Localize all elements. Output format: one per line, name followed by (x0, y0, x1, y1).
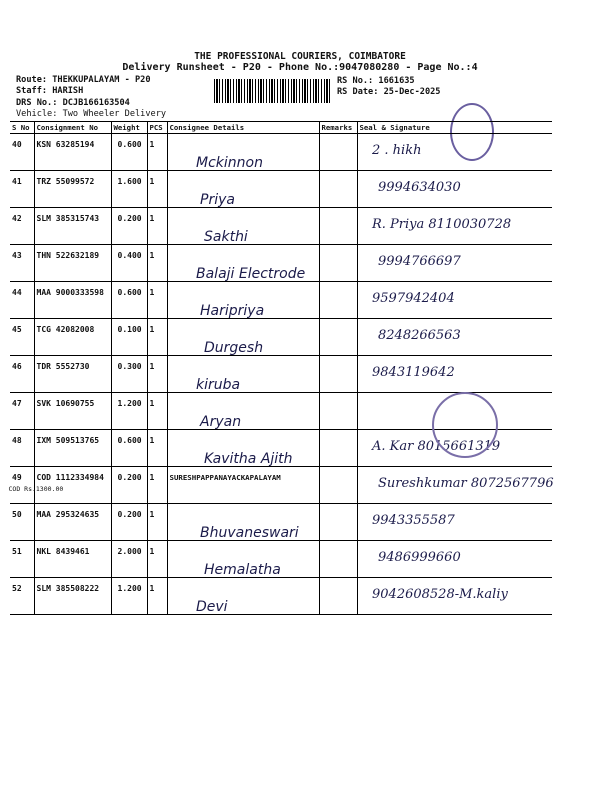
table-row (10, 134, 552, 171)
pcs-cell: 1 (147, 393, 167, 430)
remarks-cell (319, 356, 357, 393)
remarks-cell (319, 578, 357, 615)
col-consignment: Consignment No (34, 122, 111, 134)
handwritten-consignee: Bhuvaneswari (200, 525, 299, 541)
route-label: Route: THEKKUPALAYAM - P20 (16, 75, 151, 85)
remarks-cell (319, 171, 357, 208)
remarks-cell (319, 393, 357, 430)
consignment-cell: MAA 9000333598 (34, 282, 111, 319)
weight-cell: 1.200 (111, 393, 147, 430)
consignee-cell (167, 171, 319, 208)
consignee-cell: SURESHPAPPANAYACKAPALAYAM (167, 467, 319, 504)
pcs-cell: 1 (147, 356, 167, 393)
rs-number: RS No.: 1661635 (337, 76, 415, 86)
remarks-cell (319, 430, 357, 467)
handwritten-consignee: Aryan (200, 414, 242, 430)
handwritten-signature: 9994766697 (378, 254, 461, 269)
cod-amount: COD Rs.1300.00 (8, 485, 64, 493)
col-consignee: Consignee Details (167, 122, 319, 134)
weight-cell: 0.200 (111, 208, 147, 245)
staff-label: Staff: HARISH (16, 86, 84, 96)
table-row (10, 541, 552, 578)
sno-cell: 52 (10, 578, 34, 615)
rs-date: RS Date: 25-Dec-2025 (337, 87, 441, 97)
sno-cell: 48 (10, 430, 34, 467)
handwritten-signature: 9943355587 (372, 513, 455, 528)
handwritten-consignee: Mckinnon (196, 155, 263, 171)
consignment-cell: THN 522632189 (34, 245, 111, 282)
pcs-cell: 1 (147, 319, 167, 356)
handwritten-signature: 9042608528-M.kaliy (372, 587, 508, 602)
consignment-cell: KSN 63285194 (34, 134, 111, 171)
handwritten-signature: A. Kar 8015661319 (372, 439, 501, 454)
pcs-cell: 1 (147, 282, 167, 319)
drs-number: DRS No.: DCJB166163504 (16, 98, 130, 108)
pcs-cell: 1 (147, 504, 167, 541)
consignment-cell: SVK 10690755 (34, 393, 111, 430)
consignee-cell (167, 393, 319, 430)
pcs-cell: 1 (147, 430, 167, 467)
sno-cell: 44 (10, 282, 34, 319)
remarks-cell (319, 541, 357, 578)
pcs-cell: 1 (147, 171, 167, 208)
vehicle-label: Vehicle: Two Wheeler Delivery (16, 109, 167, 119)
runsheet-subtitle: Delivery Runsheet - P20 - Phone No.:9047080280 - Page No.:4 (122, 62, 478, 73)
col-remarks: Remarks (319, 122, 357, 134)
consignment-cell: TCG 42082008 (34, 319, 111, 356)
pcs-cell: 1 (147, 245, 167, 282)
sno-cell: 47 (10, 393, 34, 430)
remarks-cell (319, 282, 357, 319)
handwritten-consignee: Haripriya (200, 303, 265, 319)
table-row (10, 282, 552, 319)
weight-cell: 0.600 (111, 134, 147, 171)
pcs-cell: 1 (147, 134, 167, 171)
table-row (10, 356, 552, 393)
handwritten-signature: 9994634030 (378, 180, 461, 195)
handwritten-consignee: Balaji Electrode (196, 266, 306, 282)
consignment-cell: TRZ 55099572 (34, 171, 111, 208)
sno-cell: 43 (10, 245, 34, 282)
consignment-cell: IXM 509513765 (34, 430, 111, 467)
consignment-cell: COD 1112334984 COD Rs.1300.00 (34, 467, 111, 504)
weight-cell: 0.600 (111, 430, 147, 467)
col-seal: Seal & Signature (357, 122, 552, 134)
weight-cell: 0.300 (111, 356, 147, 393)
weight-cell: 1.200 (111, 578, 147, 615)
sno-cell: 46 (10, 356, 34, 393)
col-pcs: PCS (147, 122, 167, 134)
barcode (214, 79, 332, 103)
sno-cell: 42 (10, 208, 34, 245)
remarks-cell (319, 319, 357, 356)
pcs-cell: 1 (147, 578, 167, 615)
weight-cell: 0.200 (111, 467, 147, 504)
table-row (10, 171, 552, 208)
handwritten-consignee: Sakthi (204, 229, 248, 245)
handwritten-signature: 2 . hikh (372, 143, 422, 158)
sno-cell: 41 (10, 171, 34, 208)
col-weight: Weight (111, 122, 147, 134)
handwritten-consignee: Durgesh (204, 340, 264, 356)
sno-cell: 40 (10, 134, 34, 171)
handwritten-signature: 9597942404 (372, 291, 455, 306)
weight-cell: 0.600 (111, 282, 147, 319)
remarks-cell (319, 134, 357, 171)
remarks-cell (319, 504, 357, 541)
weight-cell: 0.100 (111, 319, 147, 356)
handwritten-consignee: Devi (196, 599, 228, 615)
handwritten-consignee: Hemalatha (204, 562, 281, 578)
table-header-row (10, 122, 552, 134)
pcs-cell: 1 (147, 208, 167, 245)
handwritten-consignee: Priya (200, 192, 235, 208)
remarks-cell (319, 245, 357, 282)
weight-cell: 0.400 (111, 245, 147, 282)
handwritten-signature: 9843119642 (372, 365, 455, 380)
sno-cell: 45 (10, 319, 34, 356)
consignee-cell (167, 578, 319, 615)
handwritten-signature: 8248266563 (378, 328, 461, 343)
handwritten-consignee: kiruba (196, 377, 241, 393)
handwritten-consignee: Kavitha Ajith (204, 451, 293, 467)
remarks-cell (319, 467, 357, 504)
consignment-cell: SLM 385315743 (34, 208, 111, 245)
sno-cell: 49 (10, 467, 34, 504)
consignment-cell: SLM 385508222 (34, 578, 111, 615)
consignee-cell (167, 356, 319, 393)
weight-cell: 1.600 (111, 171, 147, 208)
handwritten-signature: 9486999660 (378, 550, 461, 565)
pcs-cell: 1 (147, 467, 167, 504)
consignment-cell: TDR 5552730 (34, 356, 111, 393)
remarks-cell (319, 208, 357, 245)
consignment-cell: MAA 295324635 (34, 504, 111, 541)
table-row (10, 319, 552, 356)
sno-cell: 51 (10, 541, 34, 578)
col-sno: S No (10, 122, 34, 134)
consignment-cell: NKL 8439461 (34, 541, 111, 578)
handwritten-signature: R. Priya 8110030728 (372, 217, 512, 232)
pcs-cell: 1 (147, 541, 167, 578)
weight-cell: 0.200 (111, 504, 147, 541)
company-title: THE PROFESSIONAL COURIERS, COIMBATORE (194, 51, 406, 62)
sno-cell: 50 (10, 504, 34, 541)
company-seal-stamp (432, 392, 498, 458)
weight-cell: 2.000 (111, 541, 147, 578)
handwritten-signature: Sureshkumar 8072567796 (378, 476, 554, 491)
